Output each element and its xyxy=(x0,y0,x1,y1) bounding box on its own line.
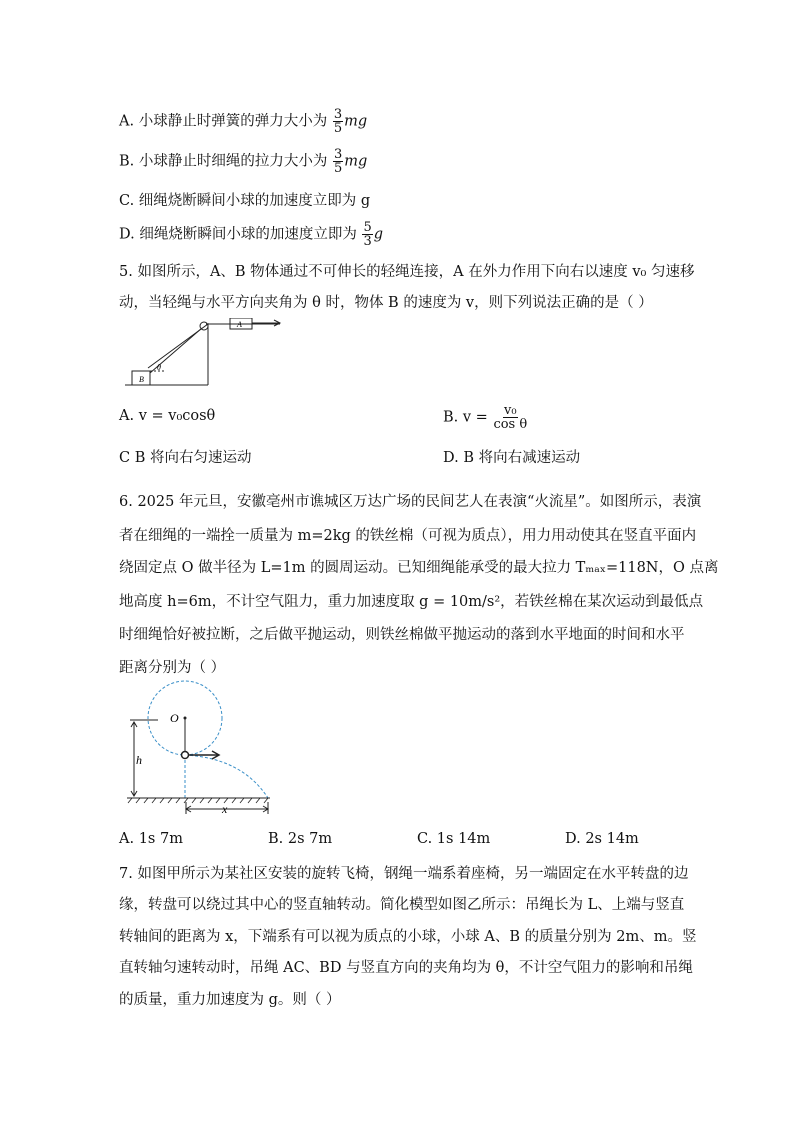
incline xyxy=(148,324,208,385)
q7-stem-line4: 直转轴匀速转动时，吊绳 AC、BD 与竖直方向的夹角均为 θ，不计空气阻力的影响和吊绳 xyxy=(119,960,693,976)
q4-option-b: B. 小球静止时细绳的拉力大小为 $\frac{3}{5}$ mg xyxy=(119,147,368,176)
q4-option-c: C. 细绳烧断瞬间小球的加速度立即为 g xyxy=(119,193,371,209)
q6-option-a: A. 1s 7m xyxy=(119,831,183,847)
q4-option-a-text: A. 小球静止时弹簧的弹力大小为 xyxy=(119,113,328,130)
label-o: O xyxy=(170,711,179,725)
q6-stem-line3: 绕固定点 O 做半径为 L=1m 的圆周运动。已知细绳能承受的最大拉力 Tₘₐₓ=118N，O 点离 xyxy=(119,560,719,576)
q5-option-a: A. v = v₀cosθ xyxy=(119,408,216,424)
q4-option-b-text: B. 小球静止时细绳的拉力大小为 xyxy=(119,153,328,170)
q5-option-d: D. B 将向右减速运动 xyxy=(443,450,581,466)
q6-stem-line2: 者在细绳的一端拴一质量为 m=2kg 的铁丝棉（可视为质点），用力用动使其在竖直平面内 xyxy=(119,528,697,544)
q6-figure xyxy=(122,678,282,823)
projectile-path xyxy=(185,755,268,798)
label-h: h xyxy=(136,753,142,767)
q6-stem-line6: 距离分别为（ ） xyxy=(119,660,226,676)
q5-option-b: B. v = $\frac{\text{v₀}}{\text{cos θ}}$ xyxy=(443,403,528,432)
q5-stem-line1: 5. 如图所示，A、B 物体通过不可伸长的轻绳连接，A 在外力作用下向右以速度 v₀ 匀速移 xyxy=(119,264,695,280)
pivot-point xyxy=(184,717,187,720)
q5-stem-line2: 动，当轻绳与水平方向夹角为 θ 时，物体 B 的速度为 v，则下列说法正确的是（ ） xyxy=(119,295,653,311)
label-a: A xyxy=(237,320,242,329)
q7-stem-line5: 的质量，重力加速度为 g。则（ ） xyxy=(119,992,341,1008)
label-b: B xyxy=(139,375,144,384)
q6-stem-line5: 时细绳恰好被拉断，之后做平抛运动，则铁丝棉做平抛运动的落到水平地面的时间和水平 xyxy=(119,627,685,643)
ball xyxy=(182,752,189,759)
q4-option-a: A. 小球静止时弹簧的弹力大小为 $\frac{3}{5}$ mg xyxy=(119,107,368,136)
q6-option-d: D. 2s 14m xyxy=(565,831,639,847)
q5-figure xyxy=(120,318,290,390)
q7-stem-line1: 7. 如图甲所示为某社区安装的旋转飞椅，钢绳一端系着座椅，另一端固定在水平转盘的边 xyxy=(119,866,689,882)
q4-option-d: D. 细绳烧断瞬间小球的加速度立即为 $\frac{5}{3}$ g xyxy=(119,220,384,249)
ground-hatching xyxy=(128,798,268,803)
label-x: x xyxy=(222,802,228,816)
q6-option-c: C. 1s 14m xyxy=(417,831,491,847)
label-theta: θ xyxy=(157,363,161,372)
q4-option-d-text: D. 细绳烧断瞬间小球的加速度立即为 xyxy=(119,226,357,243)
q6-option-b: B. 2s 7m xyxy=(268,831,333,847)
fraction: $\frac{5}{3}$ xyxy=(363,220,372,249)
q6-stem-line1: 6. 2025 年元旦，安徽亳州市谯城区万达广场的民间艺人在表演“火流星”。如图所示，表演 xyxy=(119,494,702,510)
fraction: $\frac{3}{5}$ xyxy=(333,107,343,136)
q5-option-c: C B 将向右匀速运动 xyxy=(119,450,252,466)
fraction: $\frac{3}{5}$ xyxy=(333,147,343,176)
q6-stem-line4: 地高度 h=6m，不计空气阻力，重力加速度取 g = 10m/s²，若铁丝棉在某次运动到最低点 xyxy=(119,594,704,610)
q7-stem-line2: 缘，转盘可以绕过其中心的竖直轴转动。简化模型如图乙所示：吊绳长为 L、上端与竖直 xyxy=(119,897,685,913)
q7-stem-line3: 转轴间的距离为 x，下端系有可以视为质点的小球，小球 A、B 的质量分别为 2m、m。竖 xyxy=(119,929,697,945)
fraction: $\frac{\text{v₀}}{\text{cos θ}}$ xyxy=(493,403,528,432)
